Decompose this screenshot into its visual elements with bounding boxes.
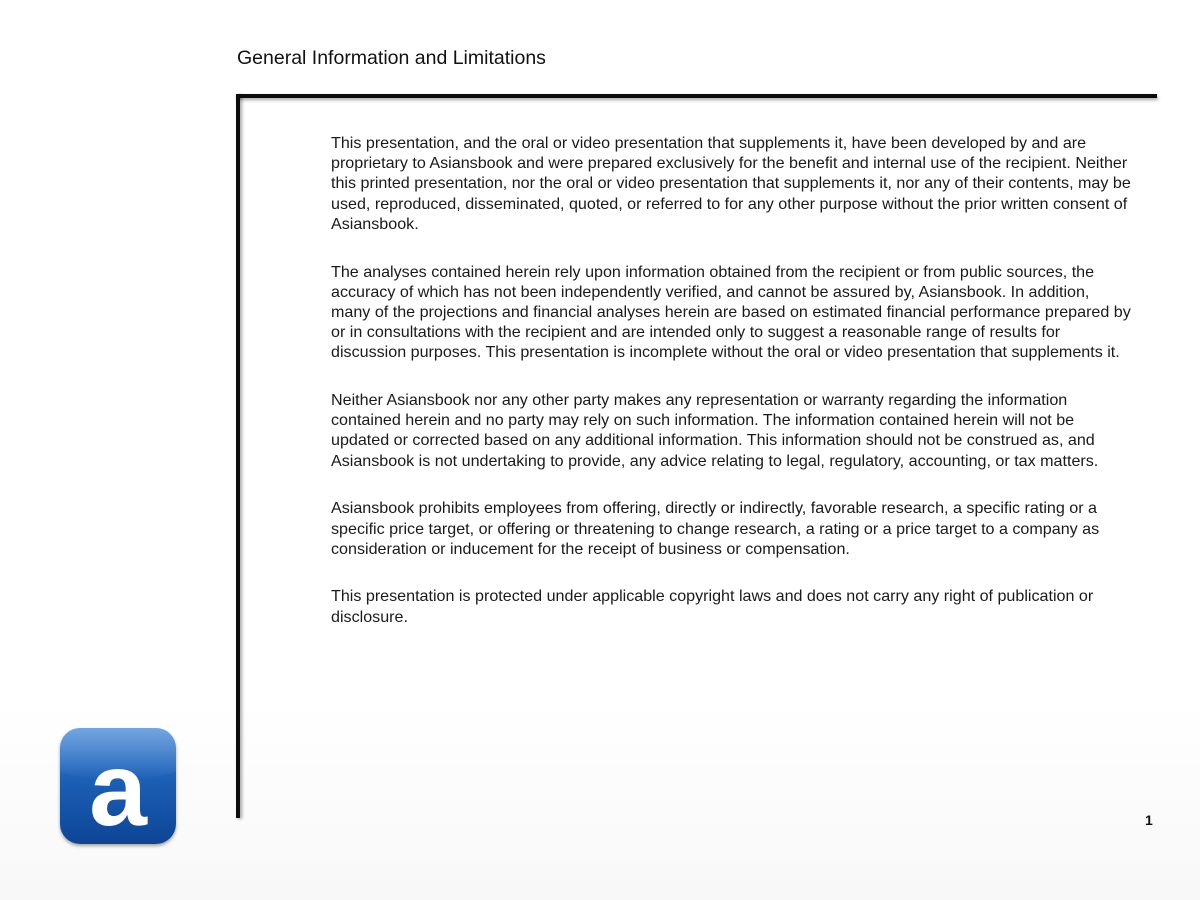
asiansbook-logo-icon [60, 728, 176, 844]
slide-title: General Information and Limitations [237, 47, 546, 69]
disclaimer-body [331, 133, 1131, 654]
disclaimer-paragraph-analyses: The analyses contained herein rely upon information obtained from the recipient or from public sources, the accuracy of which has not been independently verified, and cannot be assured by, Asiansbook. In addition, many of the projections and financial analyses herein are based on estimated financial performance prepared by or in consultations with the recipient and are intended only to suggest a reasonable range of results for discussion purposes. This presentation is incomplete without the oral or video presentation that supplements it. [331, 262, 1131, 362]
frame-top-border [236, 94, 1157, 98]
disclaimer-paragraph-proprietary: This presentation, and the oral or video presentation that supplements it, have been developed by and are proprietary to Asiansbook and were prepared exclusively for the benefit and internal use of the recipient. Neither this printed presentation, nor the oral or video presentation that supplements it, nor any of their contents, may be used, reproduced, disseminated, quoted, or referred to for any other purpose without the prior written consent of Asiansbook. [331, 134, 1131, 233]
page-number: 1 [1145, 812, 1153, 828]
logo-letter: a [89, 732, 147, 844]
disclaimer-paragraph-no-warranty: Neither Asiansbook nor any other party makes any representation or warranty regarding the information contained herein and no party may rely on such information. The information contained herein will not be updated or corrected based on any additional information. This information should not be construed as, and Asiansbook is not undertaking to provide, any advice relating to legal, regulatory, accounting, or tax matters. [331, 391, 1099, 470]
logo-graphic [60, 728, 176, 844]
disclaimer-paragraph-copyright: This presentation is protected under applicable copyright laws and does not carry any right of publication or disclosure. [331, 587, 1094, 626]
disclaimer-paragraph-research-policy: Asiansbook prohibits employees from offering, directly or indirectly, favorable research, a specific rating or a specific price target, or offering or threatening to change research, a rating or a price target to a company as consideration or inducement for the receipt of business or compensation. [331, 499, 1100, 558]
frame-left-border [236, 94, 240, 818]
